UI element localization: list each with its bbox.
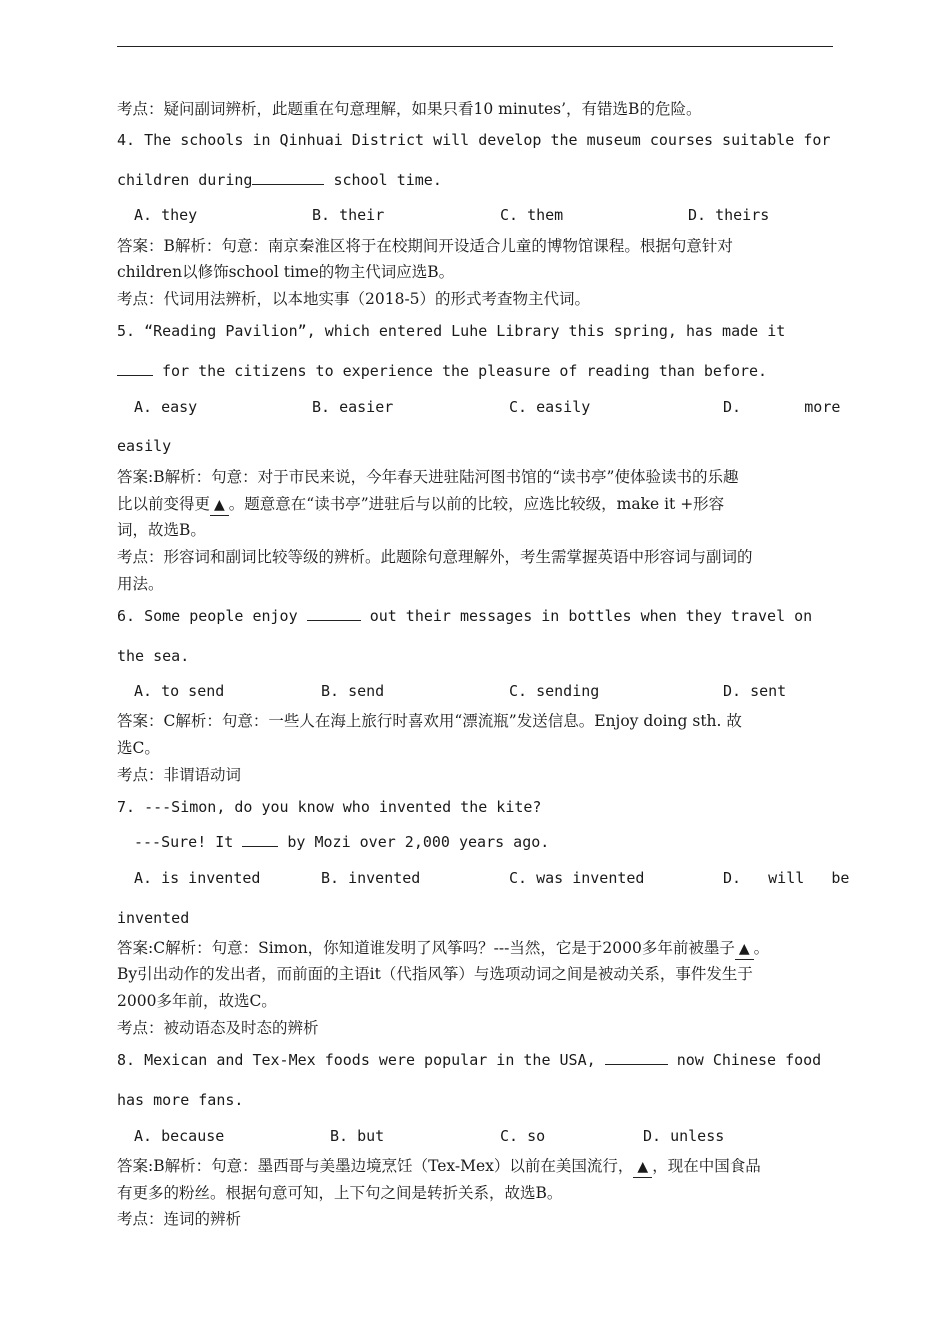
q4-stem-line1: 4. The schools in Qinhuai District will develop the museum courses suitable for [117,131,831,149]
q5-option-a: A. easy [134,398,198,416]
q5-point-line1: 考点：形容词和副词比较等级的辨析。此题除句意理解外，考生需掌握英语中形容词与副词的 [117,548,753,566]
q6-stem-line2: the sea. [117,647,190,665]
q5-answer-line1: 答案:B解析：句意：对于市民来说，今年春天进驻陆河图书馆的“读书亭”使体验读书的乐趣 [117,468,739,486]
q4-option-b: B. their [312,206,385,224]
q5-stem-line1: 5. “Reading Pavilion”, which entered Luhe Library this spring, has made it [117,322,786,340]
q7-option-c: C. was invented [509,869,645,887]
q6-option-b: B. send [321,682,385,700]
q4-answer-blank [252,170,324,185]
q6-stem-line1: 6. Some people enjoy out their messages in bottles when they travel on [117,607,813,625]
q4-option-a: A. they [134,206,198,224]
q7-answer-line2: By引出动作的发出者，而前面的主语it（代指风筝）与选项动词之间是被动关系，事件发生于 [117,965,753,983]
q4-option-c: C. them [500,206,564,224]
q7-answer-line3: 2000多年前，故选C。 [117,992,277,1010]
q4-option-d: D. theirs [688,206,770,224]
q4-answer-line2: children以修饰school time的物主代词应选B。 [117,263,455,281]
q7-answer-line1: 答案:C解析：句意：Simon，你知道谁发明了风筝吗？---当然，它是于2000多年前被墨子 ▲ 。 [117,938,769,960]
q5-answer-line2: 比以前变得更 ▲ 。题意意在“读书亭”进驻后与以前的比较，应选比较级，make it +形容 [117,494,724,516]
q4-answer-line1: 答案：B解析：句意：南京秦淮区将于在校期间开设适合儿童的博物馆课程。根据句意针对 [117,237,733,255]
q8-answer-blank [605,1050,668,1065]
q6-option-a: A. to send [134,682,225,700]
q7-option-b: B. invented [321,869,421,887]
q6-answer-line2: 选C。 [117,739,160,757]
q5-answer-line3: 词，故选B。 [117,521,206,539]
q8-stem-line2: has more fans. [117,1091,244,1109]
q8-stem-line1: 8. Mexican and Tex-Mex foods were popular in the USA, now Chinese food [117,1051,822,1069]
q3-point: 考点：疑问副词辨析，此题重在句意理解，如果只看10 minutes’，有错选B的危险。 [117,100,702,118]
q8-option-c: C. so [500,1127,546,1145]
q5-point-line2: 用法。 [117,575,164,593]
q4-stem-line2: children during school time. [117,171,442,189]
q5-option-b: B. easier [312,398,394,416]
q8-answer-line2: 有更多的粉丝。根据句意可知，上下句之间是转折关系，故选B。 [117,1184,563,1202]
q8-option-a: A. because [134,1127,225,1145]
q6-answer-line1: 答案：C解析：句意：一些人在海上旅行时喜欢用“漂流瓶”发送信息。Enjoy doing sth. 故 [117,712,742,730]
q4-point: 考点：代词用法辨析，以本地实事（2018-5）的形式考查物主代词。 [117,290,591,308]
header-rule [117,46,833,47]
q8-answer-line1: 答案:B解析：句意：墨西哥与美墨边境烹饪（Tex-Mex）以前在美国流行， ▲ ，现在中国食品 [117,1156,761,1178]
q5-stem-line2: for the citizens to experience the pleasure of reading than before. [117,361,767,381]
q8-option-b: B. but [330,1127,385,1145]
q6-answer-blank [307,606,361,621]
q5-option-d: D. more [723,398,841,416]
q7-option-a: A. is invented [134,869,261,887]
q6-option-d: D. sent [723,682,787,700]
q5-option-d-wrap: easily [117,437,172,455]
q7-option-d: D. will be [723,869,850,887]
triangle-mark-icon: ▲ [210,495,229,516]
q7-stem-line1: 7. ---Simon, do you know who invented the kite? [117,798,542,816]
triangle-mark-icon: ▲ [735,939,754,960]
q6-point: 考点：非谓语动词 [117,766,242,784]
triangle-mark-icon: ▲ [633,1157,652,1178]
q7-option-d-wrap: invented [117,909,190,927]
q8-point: 考点：连词的辨析 [117,1210,242,1228]
q5-option-c: C. easily [509,398,591,416]
q7-stem-line2: ---Sure! It by Mozi over 2,000 years ago. [134,833,550,851]
q7-point: 考点：被动语态及时态的辨析 [117,1019,319,1037]
q7-answer-blank [242,832,278,847]
q5-answer-blank [117,361,153,376]
q6-option-c: C. sending [509,682,600,700]
q8-option-d: D. unless [643,1127,725,1145]
